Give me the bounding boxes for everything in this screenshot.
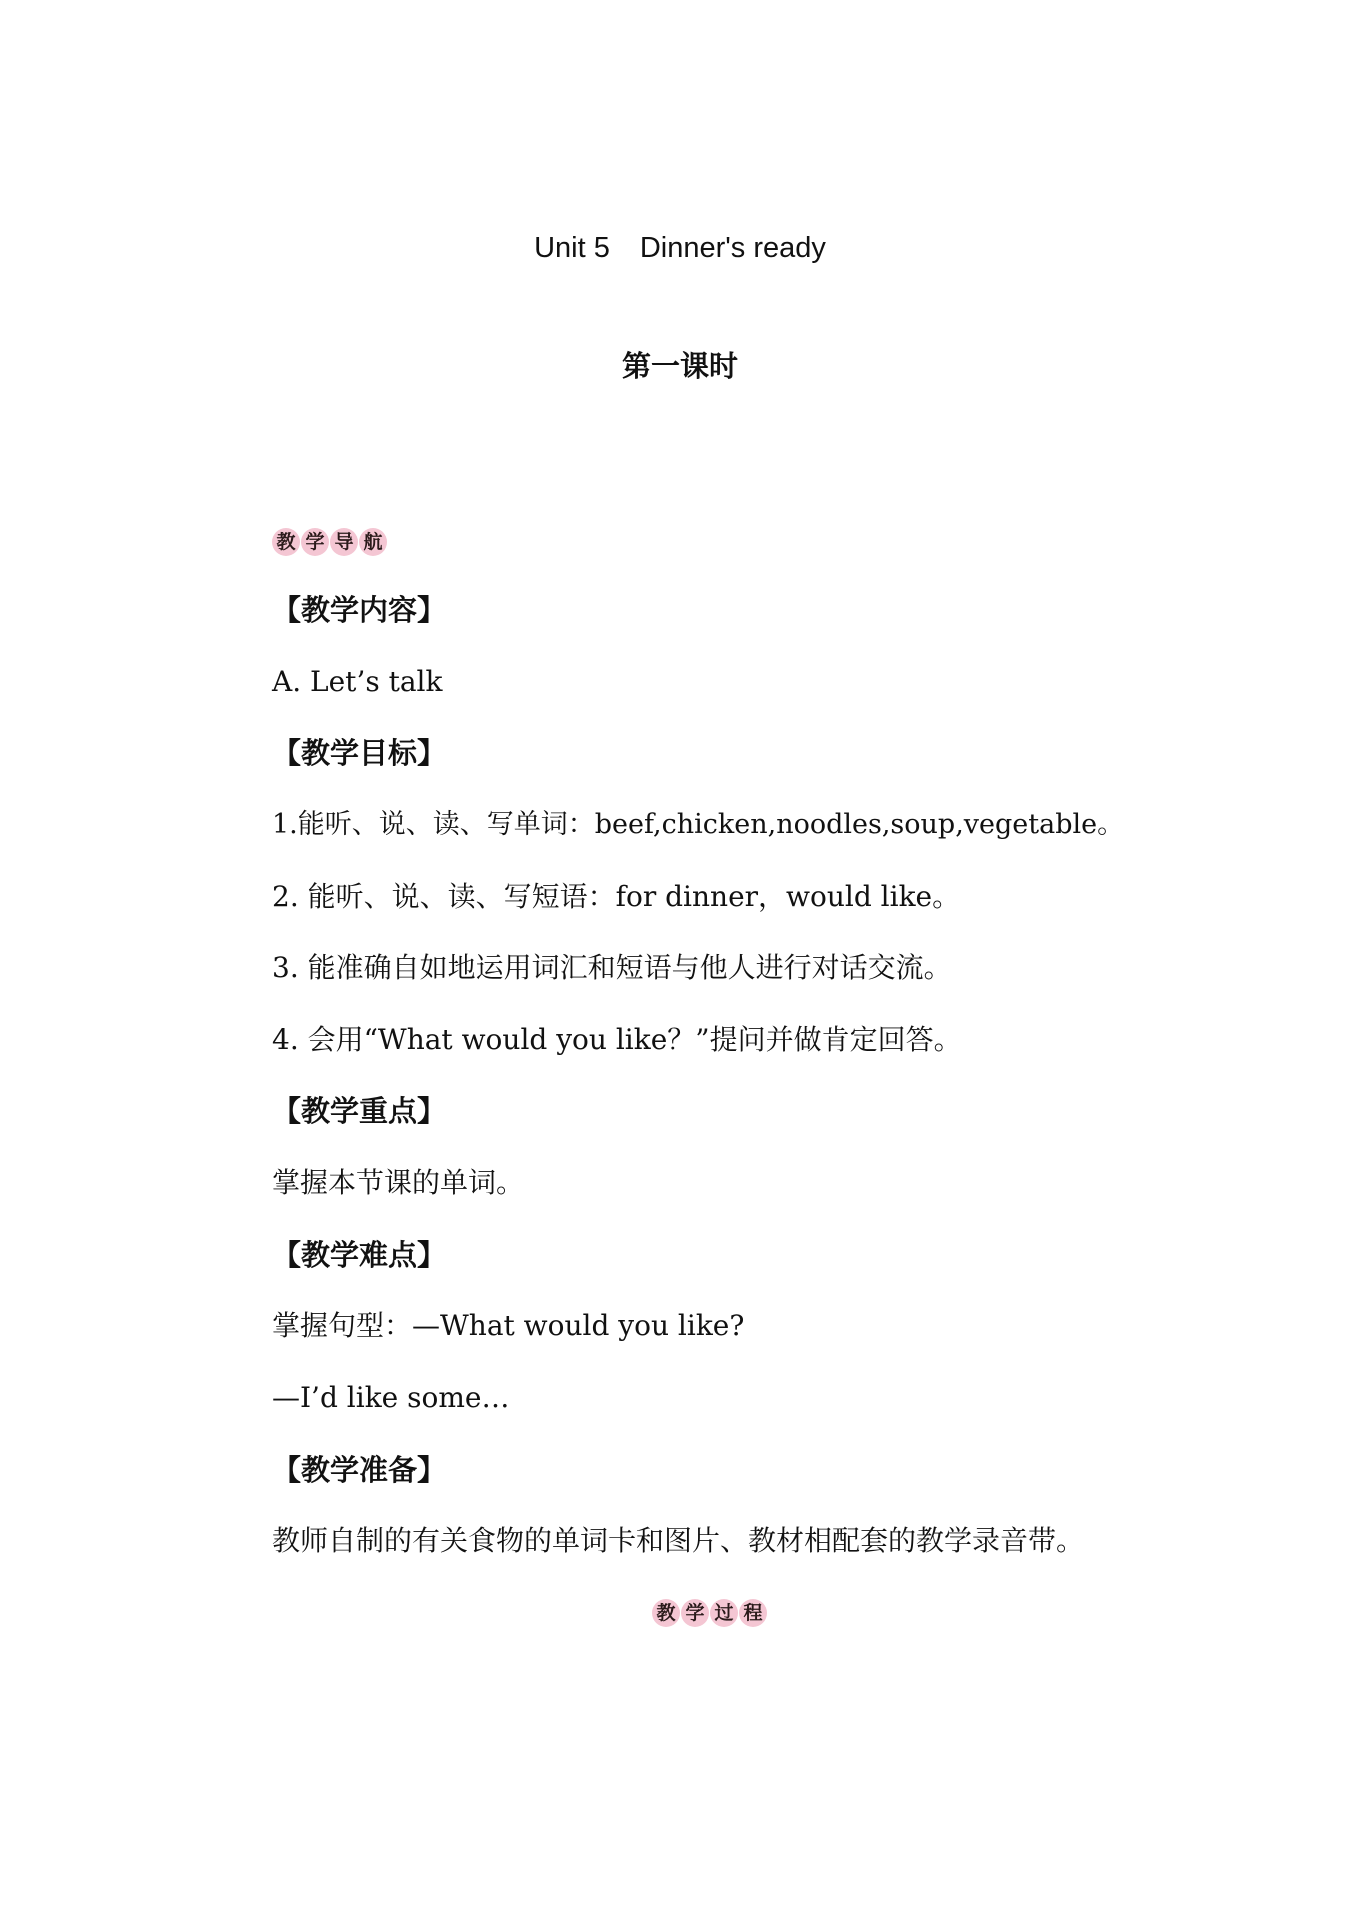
teaching-guide-badge	[272, 527, 387, 557]
preparation-heading: 【教学准备】	[272, 1453, 447, 1487]
difficult-line: —I’d like some…	[272, 1381, 510, 1414]
teaching-process-badge	[652, 1598, 767, 1628]
badge-char: 航	[359, 528, 387, 556]
badge-char: 学	[681, 1599, 709, 1627]
goal-item: 1.能听、说、读、写单词：beef,chicken,noodles,soup,vegetable。	[272, 809, 1125, 840]
badge-char: 教	[652, 1599, 680, 1627]
goal-item: 2. 能听、说、读、写短语：for dinner，would like。	[272, 880, 961, 913]
unit-title	[0, 230, 1360, 266]
badge-char: 学	[301, 528, 329, 556]
badge-char: 过	[710, 1599, 738, 1627]
content-text: A. Let’s talk	[272, 665, 443, 698]
content-heading: 【教学内容】	[272, 593, 447, 627]
lesson-title: 第一课时	[621, 349, 738, 383]
key-points-text: 掌握本节课的单词。	[272, 1166, 525, 1199]
unit-name: Dinner's ready	[639, 232, 826, 264]
goal-item: 3. 能准确自如地运用词汇和短语与他人进行对话交流。	[272, 951, 952, 984]
badge-char: 导	[330, 528, 358, 556]
difficult-line: 掌握句型：—What would you like?	[272, 1309, 745, 1342]
preparation-text: 教师自制的有关食物的单词卡和图片、教材相配套的教学录音带。	[272, 1524, 1085, 1557]
difficult-points-heading: 【教学难点】	[272, 1238, 447, 1272]
badge-char: 程	[739, 1599, 767, 1627]
unit-number: Unit 5	[534, 232, 610, 264]
key-points-heading: 【教学重点】	[272, 1094, 447, 1128]
goals-heading: 【教学目标】	[272, 736, 447, 770]
goal-item: 4. 会用“What would you like？”提问并做肯定回答。	[272, 1023, 962, 1056]
badge-char: 教	[272, 528, 300, 556]
